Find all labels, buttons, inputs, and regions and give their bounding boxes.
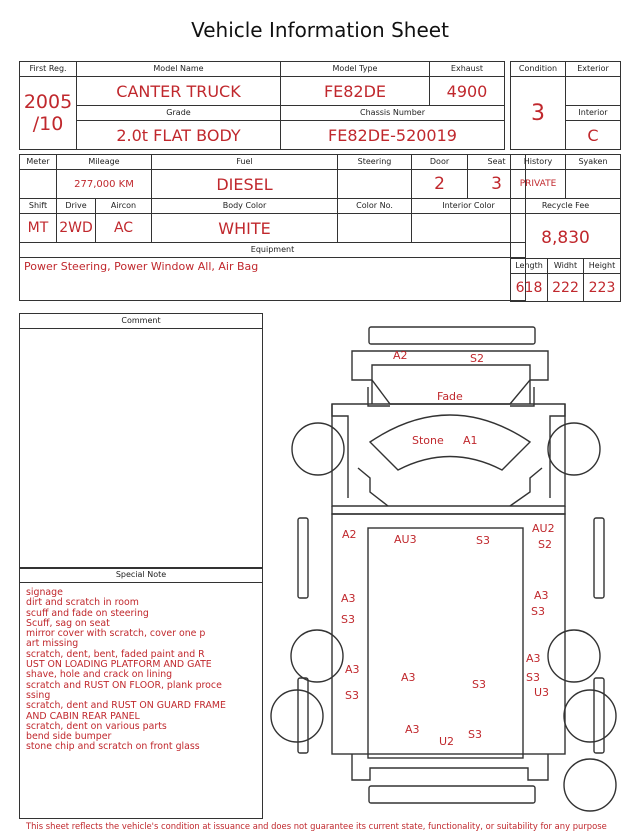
special-note-list: [20, 583, 262, 753]
drive-value: 2WD: [57, 214, 96, 243]
special-note-line: art missing: [26, 638, 79, 650]
drive-label: Drive: [57, 199, 96, 214]
steering-label: Steering: [338, 155, 412, 170]
rear-right-outer-wheel: [564, 690, 616, 742]
mark-right-mid-s3: S3: [531, 605, 545, 618]
grade-label: Grade: [77, 106, 281, 121]
comment-label: Comment: [20, 314, 262, 329]
front-right-wheel: [548, 423, 600, 475]
meter-value: [20, 170, 57, 199]
exterior-value: [566, 77, 621, 106]
mark-bed-rear-a3: A3: [401, 671, 416, 684]
chassis-number-label: Chassis Number: [281, 106, 505, 121]
special-note-line: AND CABIN REAR PANEL: [26, 710, 140, 722]
rear-left-inner-wheel: [291, 630, 343, 682]
special-note-line: ssing: [26, 689, 51, 701]
mark-bed-front-s3: S3: [476, 534, 490, 547]
mark-left-front-a2: A2: [342, 528, 357, 541]
first-reg-month: /10: [32, 113, 64, 135]
rear-left-outer-wheel: [271, 690, 323, 742]
special-note-line: scratch, dent on various parts: [26, 720, 167, 732]
shift-value: MT: [20, 214, 57, 243]
special-note-line: scratch, dent and RUST ON GUARD FRAME: [26, 700, 226, 712]
comment-text: [20, 329, 262, 331]
mark-hood-fade: Fade: [437, 390, 463, 403]
history-value: PRIVATE: [511, 170, 566, 199]
rear-bar: [369, 786, 535, 803]
exterior-label: Exterior: [566, 62, 621, 77]
rear-right-inner-wheel: [548, 630, 600, 682]
first-reg-value: [20, 77, 77, 150]
mark-left-mid-s3: S3: [341, 613, 355, 626]
special-note-label: Special Note: [20, 568, 262, 583]
truck-damage-diagram: [270, 318, 632, 818]
syaken-label: Syaken: [566, 155, 621, 170]
length-value: 618: [511, 274, 548, 302]
history-label: History: [511, 155, 566, 170]
grade-value: 2.0t FLAT BODY: [77, 121, 281, 150]
mark-tailgate-s3: S3: [468, 728, 482, 741]
special-note-line: shave, hole and crack on lining: [26, 669, 173, 681]
mark-left-rear-s3: S3: [345, 689, 359, 702]
interior-label: Interior: [566, 106, 621, 121]
model-type-value: FE82DE: [281, 77, 430, 106]
footer-disclaimer: This sheet reflects the vehicle's condition at issuance and does not guarantee its current state, functionality, or suitability for any purpose: [26, 821, 607, 831]
color-no-label: Color No.: [338, 199, 412, 214]
first-reg-label: First Reg.: [20, 62, 77, 77]
chassis-number-value: FE82DE-520019: [281, 121, 505, 150]
special-note-line: scratch, dent, bent, faded paint and R: [26, 648, 205, 660]
aircon-label: Aircon: [96, 199, 152, 214]
height-label: Height: [584, 259, 621, 274]
mark-tailgate-u2: U2: [439, 735, 455, 748]
model-name-label: Model Name: [77, 62, 281, 77]
mark-tailgate-a3: A3: [405, 723, 420, 736]
exhaust-value: 4900: [430, 77, 505, 106]
mileage-value: 277,000 KM: [57, 170, 152, 199]
special-note-line: scratch and RUST ON FLOOR, plank proce: [26, 679, 222, 691]
body-color-value: WHITE: [152, 214, 338, 243]
right-side-rail: [594, 518, 604, 598]
seat-value: 3: [468, 170, 526, 199]
color-no-value: [338, 214, 412, 243]
syaken-value: [566, 170, 621, 199]
meter-label: Meter: [20, 155, 57, 170]
mark-front-bumper-s2: S2: [470, 352, 484, 365]
mark-front-bumper-a2: A2: [393, 349, 408, 362]
left-side-rail: [298, 518, 308, 598]
comment-box: [19, 313, 263, 569]
mileage-label: Mileage: [57, 155, 152, 170]
mark-windshield-a1: A1: [463, 434, 478, 447]
front-left-wheel: [292, 423, 344, 475]
condition-table: [510, 61, 621, 150]
interior-color-label: Interior Color: [412, 199, 526, 214]
height-value: 223: [584, 274, 621, 302]
interior-value: C: [566, 121, 621, 150]
vehicle-main-table: [19, 61, 505, 150]
fuel-label: Fuel: [152, 155, 338, 170]
recycle-fee-label: Recycle Fee: [511, 199, 621, 214]
recycle-fee-value: 8,830: [511, 214, 621, 259]
mark-windshield-stone: Stone: [412, 434, 444, 447]
interior-color-value: [412, 214, 526, 243]
front-bumper-bar: [369, 327, 535, 344]
special-note-box: [19, 567, 263, 819]
special-note-line: signage: [26, 587, 63, 598]
truck-bed: [332, 514, 565, 754]
width-value: 222: [548, 274, 584, 302]
length-label: Length: [511, 259, 548, 274]
condition-value: 3: [511, 77, 566, 150]
steering-value: [338, 170, 412, 199]
special-note-line: Scuff, sag on seat: [26, 617, 110, 629]
spec-table: [19, 154, 526, 301]
windshield: [370, 415, 530, 470]
aircon-value: AC: [96, 214, 152, 243]
width-label: Widht: [548, 259, 584, 274]
bed-floor: [368, 528, 523, 758]
page-title: Vehicle Information Sheet: [191, 18, 449, 42]
mark-bed-front-au3: AU3: [394, 533, 417, 546]
mark-right-rear-u3: U3: [534, 686, 550, 699]
mark-right-rear-a3: A3: [526, 652, 541, 665]
equipment-cell: [20, 258, 526, 301]
mark-left-rear-a3: A3: [345, 663, 360, 676]
seat-label: Seat: [468, 155, 526, 170]
first-reg-year: 2005: [23, 91, 73, 113]
special-note-line: scuff and fade on steering: [26, 607, 149, 619]
front-bumper: [352, 351, 548, 380]
condition-label: Condition: [511, 62, 566, 77]
special-note-line: UST ON LOADING PLATFORM AND GATE: [26, 659, 212, 671]
mark-right-rear-s3: S3: [526, 671, 540, 684]
special-note-line: stone chip and scratch on front glass: [26, 741, 200, 753]
fuel-value: DIESEL: [152, 170, 338, 199]
door-value: 2: [412, 170, 468, 199]
mark-bed-rear-s3: S3: [472, 678, 486, 691]
shift-label: Shift: [20, 199, 57, 214]
mark-right-mid-a3: A3: [534, 589, 549, 602]
equipment-value: Power Steering, Power Window All, Air Bag: [24, 260, 259, 273]
model-name-value: CANTER TRUCK: [77, 77, 281, 106]
door-label: Door: [412, 155, 468, 170]
model-type-label: Model Type: [281, 62, 430, 77]
history-table: [510, 154, 621, 302]
mark-right-front-s2: S2: [538, 538, 552, 551]
mark-left-mid-a3: A3: [341, 592, 356, 605]
special-note-line: mirror cover with scratch, cover one p: [26, 628, 206, 640]
equipment-label: Equipment: [20, 243, 526, 258]
mark-right-front-au2: AU2: [532, 522, 555, 535]
body-color-label: Body Color: [152, 199, 338, 214]
special-note-line: bend side bumper: [26, 731, 112, 743]
spare-wheel: [564, 759, 616, 811]
exhaust-label: Exhaust: [430, 62, 505, 77]
special-note-line: dirt and scratch in room: [26, 597, 139, 609]
